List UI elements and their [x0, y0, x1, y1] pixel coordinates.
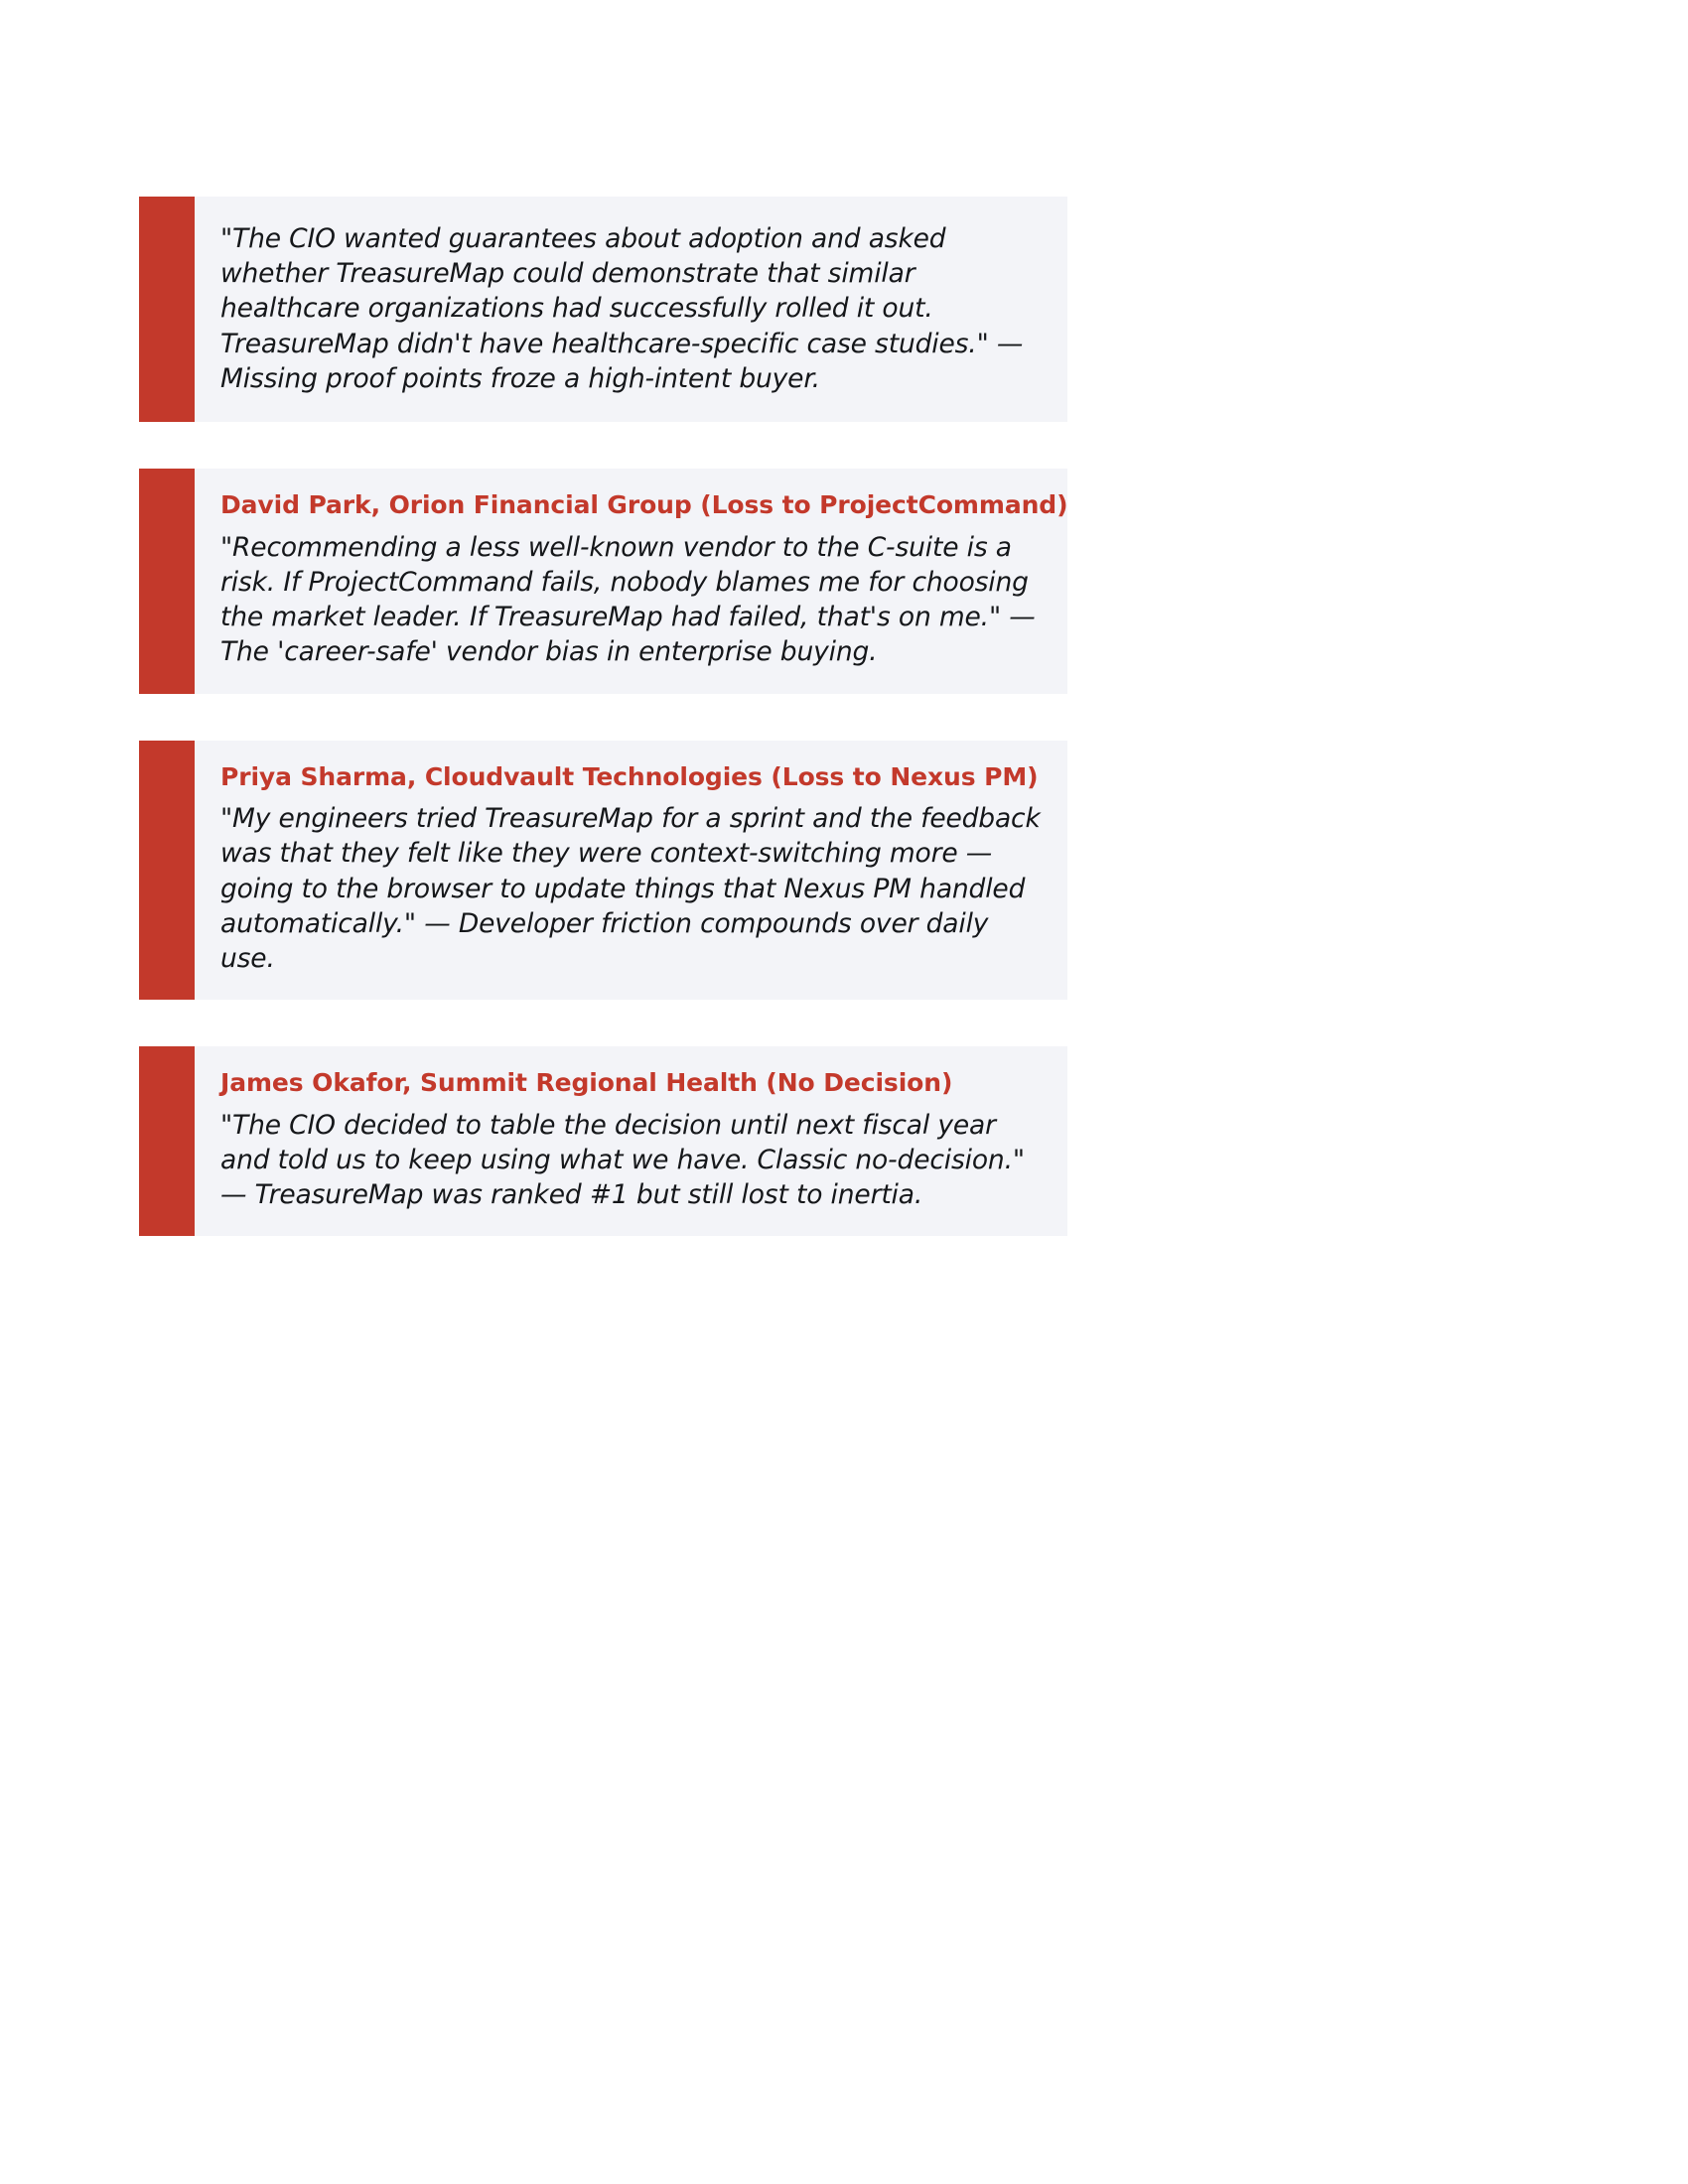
- accent-bar: [139, 1046, 195, 1236]
- quote-block: [139, 1046, 1067, 1236]
- quote-heading: James Okafor, Summit Regional Health (No Decision): [220, 1068, 953, 1098]
- quote-block: [139, 741, 1067, 1001]
- quote-body: [195, 469, 1089, 693]
- quote-text: "The CIO decided to table the decision until next fiscal year and told us to keep using what we have. Classic no-decision." — TreasureMap was ranked #1 but still lost to inertia.: [220, 1109, 1025, 1211]
- quote-body: [195, 1046, 1067, 1236]
- quote-body: [195, 197, 1067, 422]
- quote-body: [195, 741, 1067, 1001]
- quote-block: [139, 469, 1067, 693]
- accent-bar: [139, 469, 195, 693]
- quote-heading: Priya Sharma, Cloudvault Technologies (Loss to Nexus PM): [220, 761, 1039, 791]
- quote-text: "Recommending a less well-known vendor to the C-suite is a risk. If ProjectCommand fails, nobody blames me for choosing the market leader. If TreasureMap had failed, that's on me." — The 'career-safe' vendor bias in enterprise buying.: [220, 531, 1036, 668]
- quote-heading: David Park, Orion Financial Group (Loss to ProjectCommand): [220, 490, 1068, 520]
- accent-bar: [139, 197, 195, 422]
- quote-list: [139, 197, 1067, 1283]
- quote-text: "My engineers tried TreasureMap for a sprint and the feedback was that they felt like they were context-switching more — going to the browser to update things that Nexus PM handled automatically." — Developer friction compounds over daily use.: [220, 803, 1041, 975]
- quote-block: [139, 197, 1067, 422]
- accent-bar: [139, 741, 195, 1001]
- quote-text: "The CIO wanted guarantees about adoption and asked whether TreasureMap could demonstrate that similar healthcare organizations had successfully rolled it out. TreasureMap didn't have healthcare-specific case studies." — Missing proof points froze a high-intent buyer.: [220, 223, 1024, 394]
